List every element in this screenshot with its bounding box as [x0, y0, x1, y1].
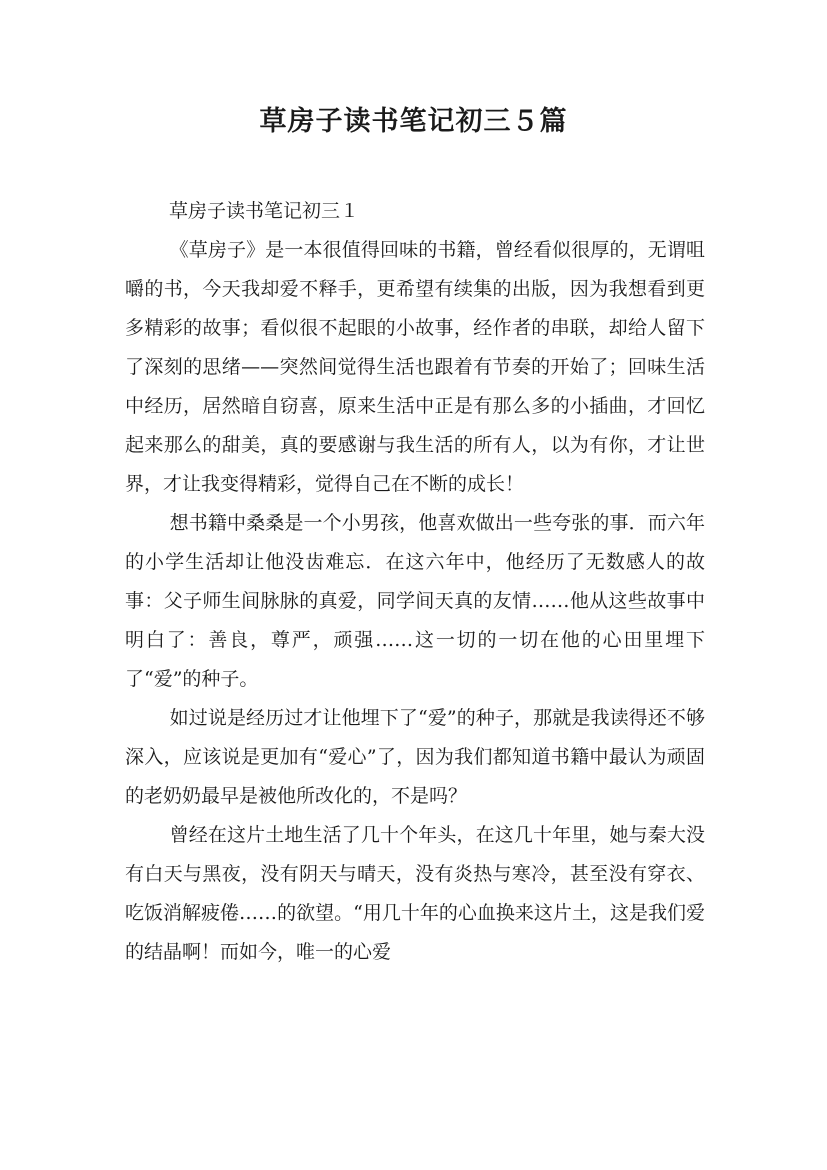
document-body	[125, 192, 705, 972]
paragraph: 如过说是经历过才让他埋下了“爱”的种子，那就是我读得还不够深入，应该说是更加有“爱心”了，因为我们都知道书籍中最认为顽固的老奶奶最早是被他所改化的，不是吗？	[125, 707, 705, 807]
document-title: 草房子读书笔记初三５篇	[259, 106, 568, 137]
paragraph: 想书籍中桑桑是一个小男孩，他喜欢做出一些夸张的事．而六年的小学生活却让他没齿难忘．在这六年中，他经历了无数感人的故事：父子师生间脉脉的真爱，同学间天真的友情……他从这些故事中明白了：善良，尊严，顽强……这一切的一切在他的心田里埋下了“爱”的种子。	[125, 512, 705, 690]
paragraph: 曾经在这片土地生活了几十个年头，在这几十年里，她与秦大没有白天与黑夜，没有阴天与晴天，没有炎热与寒冷，甚至没有穿衣、吃饭消解疲倦……的欲望。“用几十年的心血换来这片土，这是我们爱的结晶啊！而如今，唯一的心爱	[125, 824, 705, 963]
paragraph: 《草房子》是一本很值得回味的书籍，曾经看似很厚的，无谓咀嚼的书，今天我却爱不释手，更希望有续集的出版，因为我想看到更多精彩的故事；看似很不起眼的小故事，经作者的串联，却给人留下了深刻的思绪——突然间觉得生活也跟着有节奏的开始了；回味生活中经历，居然暗自窃喜，原来生活中正是有那么多的小插曲，才回忆起来那么的甜美，真的要感谢与我生活的所有人，以为有你，才让世界，才让我变得精彩，觉得自己在不断的成长！	[125, 239, 705, 495]
section-subtitle: 草房子读书笔记初三１	[169, 200, 360, 222]
